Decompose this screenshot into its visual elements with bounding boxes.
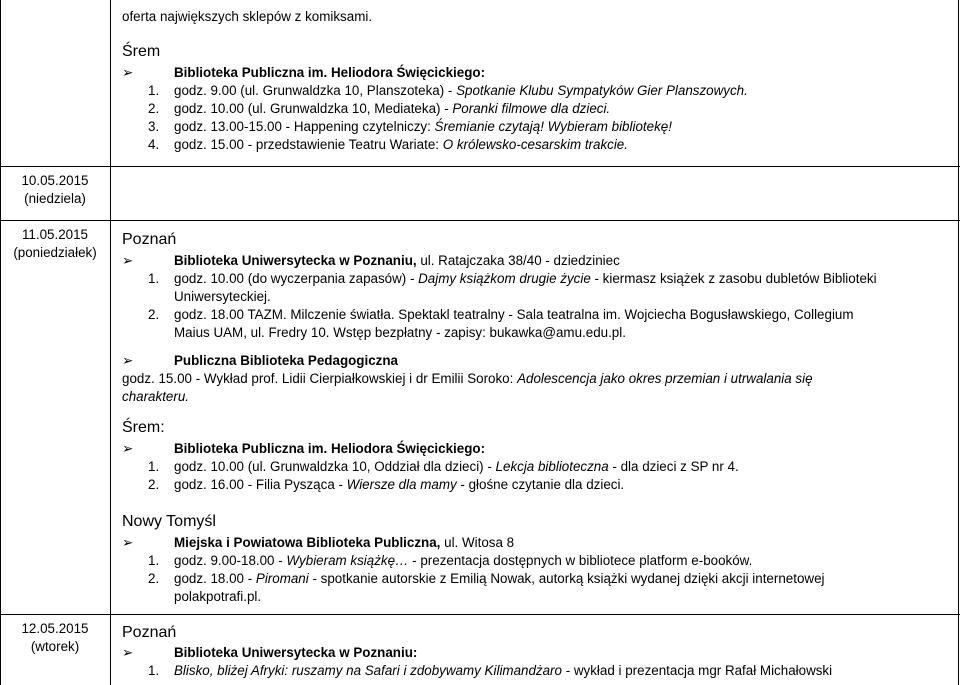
- lecture-text: godz. 15.00 - Wykład prof. Lidii Cierpiałkowskiej i dr Emilii Soroko: Adolescencja jako okres przemian i utrwalania się: [122, 371, 813, 386]
- list-item-continuation: polakpotrafi.pl.: [174, 589, 262, 604]
- row-divider-2: [0, 220, 960, 221]
- library-heading: ➢ Biblioteka Publiczna im. Heliodora Święcickiego:: [122, 441, 486, 456]
- column-divider: [110, 0, 111, 685]
- arrow-bullet-icon: ➢: [122, 441, 134, 456]
- weekday: (wtorek): [30, 639, 80, 654]
- arrow-bullet-icon: ➢: [122, 353, 134, 368]
- city-heading-srem: Śrem: [122, 43, 161, 60]
- city-heading-srem: Śrem:: [122, 419, 165, 436]
- date-cell-tuesday: [0, 620, 110, 656]
- library-heading: ➢ Biblioteka Publiczna im. Heliodora Święcickiego:: [122, 65, 486, 80]
- library-heading: ➢ Biblioteka Uniwersytecka w Poznaniu, ul. Ratajczaka 38/40 - dziedziniec: [122, 253, 620, 268]
- library-heading: ➢ Publiczna Biblioteka Pedagogiczna: [122, 353, 398, 368]
- lecture-text-continuation: charakteru.: [122, 389, 189, 404]
- library-heading: ➢ Biblioteka Uniwersytecka w Poznaniu:: [122, 645, 418, 660]
- city-heading-nowy-tomysl: Nowy Tomyśl: [122, 513, 216, 530]
- city-heading-poznan: Poznań: [122, 624, 177, 641]
- intro-text: oferta największych sklepów z komiksami.: [122, 9, 373, 24]
- library-heading: ➢ Miejska i Powiatowa Biblioteka Publiczna, ul. Witosa 8: [122, 535, 515, 550]
- arrow-bullet-icon: ➢: [122, 253, 134, 268]
- city-heading-poznan: Poznań: [122, 231, 177, 248]
- weekday: (poniedziałek): [13, 245, 97, 260]
- arrow-bullet-icon: ➢: [122, 535, 134, 550]
- list-item-continuation: Uniwersyteckiej.: [174, 289, 271, 304]
- left-border: [0, 0, 1, 685]
- row-divider-3: [0, 614, 960, 615]
- arrow-bullet-icon: ➢: [122, 645, 134, 660]
- arrow-bullet-icon: ➢: [122, 65, 134, 80]
- row-divider-1: [0, 166, 960, 167]
- date: 11.05.2015: [21, 227, 89, 242]
- right-border: [958, 0, 959, 685]
- date-cell-monday: [0, 226, 110, 262]
- date: 12.05.2015: [21, 621, 89, 636]
- weekday: (niedziela): [24, 191, 86, 206]
- date-cell-sunday: [0, 172, 110, 208]
- date: 10.05.2015: [21, 173, 89, 188]
- list-item-continuation: Maius UAM, ul. Fredry 10. Wstęp bezpłatny - zapisy: bukawka@amu.edu.pl.: [174, 325, 626, 340]
